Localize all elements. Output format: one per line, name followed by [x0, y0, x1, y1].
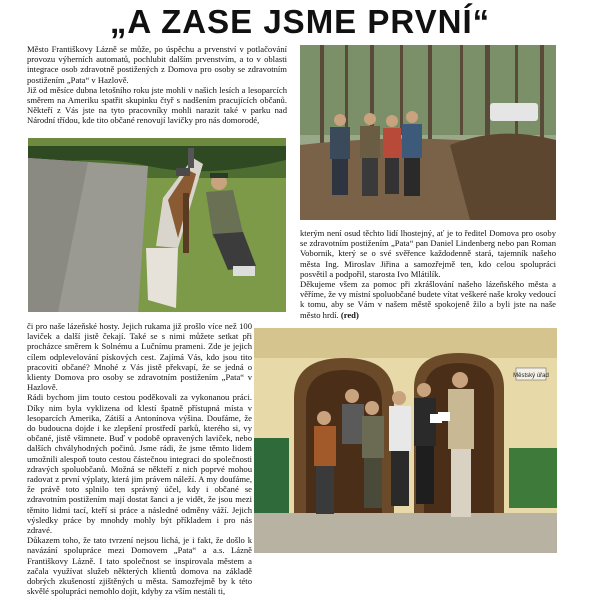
paragraph: Již od měsíce dubna letošního roku jste mohli v našich lesích a lesoparcích směrem na Ameriku spatřit skupinku čtyř s nadšením pracujících občanů. Někteří z Vás jste na tyto pracovníky mohli narazit také v parku nad Národní třídou, kde tito občané renovují lavičky pro nás domorodé,: [27, 84, 287, 126]
photo-workers-forest: [300, 45, 556, 220]
paragraph: Město Františkovy Lázně se může, po úspěchu a prvenství v potlačování provozu výherních automatů, pochlubit dalším prvenstvím, a to v oblasti integrace osob zdravotně postižených z Domova pro osoby se zdravotním postižením „Pata“ v Hazlově.: [27, 44, 287, 85]
paragraph: Rádi bychom jim touto cestou poděkovali za vykonanou práci. Díky nim byla vyklizena od klestí špatně přístupná místa v lesoparcích Amerika, Zátiší a Antonínova výšina. Doufáme, že do budoucna dojde i ke zlepšení prostředí parků, kterého si, vy občané, jistě všimnete. Buď v podobě opravených laviček, nebo dalších chvályhodných počinů. Jsme rádi, že jsme těmto lidem umožnili alespoň touto cestou částečnou integraci do společnosti zdravých spoluobčanů. Možná se někteří z nich poprvé mohou radovat z první výplaty, která jim právem náleží. A my doufáme, že právě toto splnilo ten správný účel, kdy i občané se zdravotním postižením mají dostat šanci a je vidět, že jsou mezi těmito lidmi tací, kteří si práce a následné odměny váží. Jejich výsledky práce by mnohdy mohly být příkladem i pro nás zdravé.: [27, 392, 252, 536]
paragraph: Důkazem toho, že tato tvrzení nejsou lichá, je i fakt, že došlo k navázání spolupráce mezi Domovem „Pata“ a a.s. Lázně Františkovy Lázně. I tato společnost se inspirovala městem a začala využívat služeb některých klientů domova na základě dobrých zkušeností zjištěných u města. Samozřejmě by k této skvělé spolupráci nemohlo dojít, kdyby za vším nestáli ti,: [27, 535, 252, 597]
photo-bench-repair: [28, 138, 286, 312]
paragraph: Děkujeme všem za pomoc při zkrášlování našeho lázeňského města a věříme, že vy místní spoluobčané budete vítat veškeré naše kroky vedoucí k tomu, aby se Vám v našem městě spokojeně žilo a byli jste na naše město hrdí. (red): [300, 279, 556, 320]
column1-top-text: [27, 44, 287, 126]
column1-bottom-text: [27, 321, 252, 596]
signature: (red): [340, 309, 359, 320]
photo-group-townhall: [254, 328, 557, 553]
column2-text: [300, 228, 556, 320]
townhall-sign: Městský úřad: [513, 373, 549, 379]
article-title: „A ZASE JSME PRVNÍ“: [109, 3, 491, 40]
paragraph: kterým není osud těchto lidí lhostejný, ať je to ředitel Domova pro osoby se zdravotním postižením „Pata“ pan Daniel Lindenberg nebo pan Roman Vobornik, který se o své svěřence každodenně stará, tajemník našeho města Ing. Miroslav Jiřina a samozřejmě ten, kdo celou spolupráci posvětil a podpořil, starosta Ivo Mlátilík.: [300, 228, 556, 279]
paragraph: či pro naše lázeňské hosty. Jejich rukama již prošlo více než 100 laviček a další jistě čekají. Také se s nimi můžete setkat při procházce směrem k Solnému a Lučnímu prameni. Zde je jejich cílem odplevelování pískových cest. Zajímá Vás, kdo jsou tito pracovití občané? Mnohé z Vás jistě překvapí, že se jedná o klienty Domova pro osoby se zdravotním postižením „Pata“ v Hazlově.: [27, 321, 252, 393]
